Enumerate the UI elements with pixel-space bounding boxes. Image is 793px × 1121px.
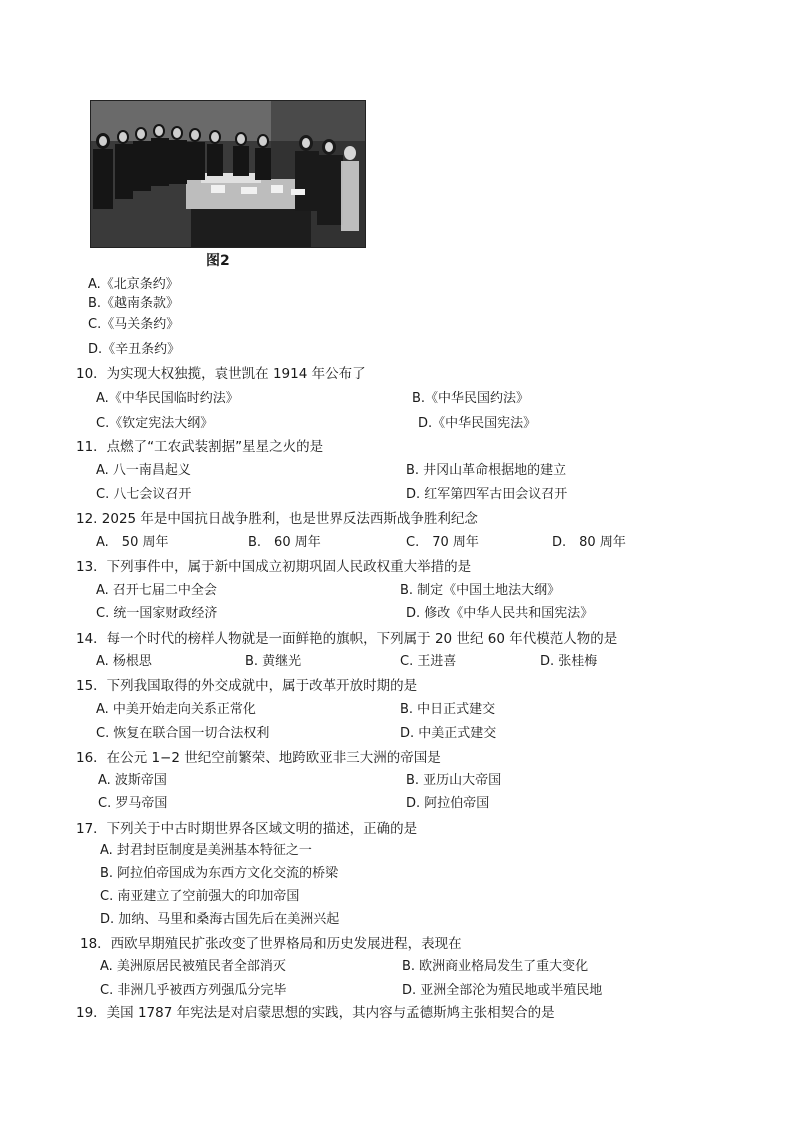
q14-option-d: D. 张桂梅 [540,654,598,669]
q15-option-c: C. 恢复在联合国一切合法权利 [96,726,270,741]
q14-stem: 14．每一个时代的榜样人物就是一面鲜艳的旗帜，下列属于 20 世纪 60 年代模范人物的是 [76,631,618,647]
q17-option-d: D. 加纳、马里和桑海古国先后在美洲兴起 [100,912,340,927]
q10-option-c: C.《钦定宪法大纲》 [96,416,214,431]
q16-option-d: D. 阿拉伯帝国 [406,796,490,811]
figure-caption: 图2 [206,253,230,269]
q10-option-d: D.《中华民国宪法》 [418,416,537,431]
q13-option-d: D. 修改《中华人民共和国宪法》 [406,606,594,621]
q15-option-b: B. 中日正式建交 [400,702,496,717]
q9-option-b: B.《越南条款》 [88,296,180,311]
q15-option-d: D. 中美正式建交 [400,726,497,741]
q14-option-b: B. 黄继光 [245,654,302,669]
q19-stem: 19．美国 1787 年宪法是对启蒙思想的实践，其内容与孟德斯鸠主张相契合的是 [76,1005,555,1021]
q15-option-a: A. 中美开始走向关系正常化 [96,702,256,717]
q11-stem: 11．点燃了“工农武装割据”星星之火的是 [76,439,324,455]
q18-stem: 18．西欧早期殖民扩张改变了世界格局和历史发展进程，表现在 [80,936,462,952]
q16-option-a: A. 波斯帝国 [98,773,167,788]
q15-stem: 15．下列我国取得的外交成就中，属于改革开放时期的是 [76,678,418,694]
q10-option-b: B.《中华民国约法》 [412,391,530,406]
q11-option-a: A. 八一南昌起义 [96,463,191,478]
q12-option-c: C. 70 周年 [406,535,479,550]
q13-option-b: B. 制定《中国土地法大纲》 [400,583,561,598]
q16-stem: 16．在公元 1−2 世纪空前繁荣、地跨欧亚非三大洲的帝国是 [76,750,441,766]
q18-option-c: C. 非洲几乎被西方列强瓜分完毕 [100,983,287,998]
q16-option-c: C. 罗马帝国 [98,796,168,811]
q10-option-a: A.《中华民国临时约法》 [96,391,239,406]
q12-option-a: A. 50 周年 [96,535,169,550]
q18-option-b: B. 欧洲商业格局发生了重大变化 [402,959,589,974]
q9-option-a: A.《北京条约》 [88,277,179,292]
q12-stem: 12. 2025 年是中国抗日战争胜利，也是世界反法西斯战争胜利纪念 [76,511,478,527]
q14-option-c: C. 王进喜 [400,654,457,669]
q18-option-a: A. 美洲原居民被殖民者全部消灭 [100,959,286,974]
q9-option-d: D.《辛丑条约》 [88,342,181,357]
q17-option-a: A. 封君封臣制度是美洲基本特征之一 [100,843,312,858]
q10-stem: 10．为实现大权独揽，袁世凯在 1914 年公布了 [76,366,366,382]
figure-photo [90,100,366,248]
q16-option-b: B. 亚历山大帝国 [406,773,502,788]
q9-option-c: C.《马关条约》 [88,317,180,332]
q11-option-b: B. 井冈山革命根据地的建立 [406,463,567,478]
q12-option-b: B. 60 周年 [248,535,321,550]
q11-option-c: C. 八七会议召开 [96,487,192,502]
q13-option-c: C. 统一国家财政经济 [96,606,218,621]
q12-option-d: D. 80 周年 [552,535,626,550]
q13-stem: 13．下列事件中，属于新中国成立初期巩固人民政权重大举措的是 [76,559,472,575]
q11-option-d: D. 红军第四军古田会议召开 [406,487,568,502]
q17-option-c: C. 南亚建立了空前强大的印加帝国 [100,889,300,904]
q14-option-a: A. 杨根思 [96,654,152,669]
q17-stem: 17．下列关于中古时期世界各区域文明的描述，正确的是 [76,821,418,837]
q17-option-b: B. 阿拉伯帝国成为东西方文化交流的桥梁 [100,866,339,881]
q18-option-d: D. 亚洲全部沦为殖民地或半殖民地 [402,983,603,998]
q13-option-a: A. 召开七届二中全会 [96,583,217,598]
conference-photo-illustration [91,101,365,247]
